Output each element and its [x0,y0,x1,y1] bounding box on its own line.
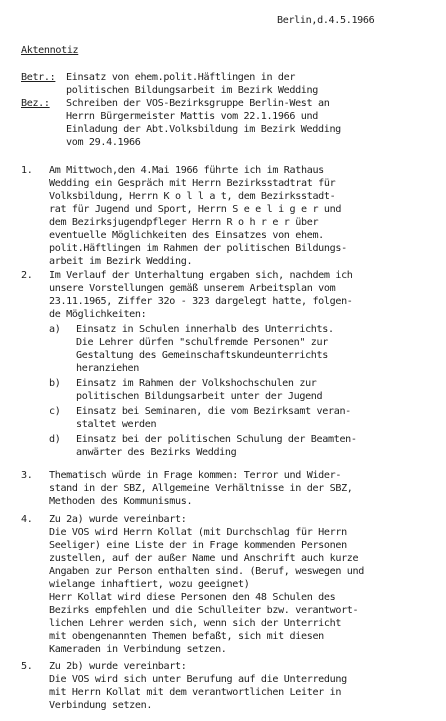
section-1-line: arbeit im Bezirk Wedding. [49,256,193,267]
section-number: 4. [21,514,33,525]
betr-line: politischen Bildungsarbeit im Bezirk Wedding [66,85,318,96]
section-1-line: Am Mittwoch,den 4.Mai 1966 führte ich im Rathaus [49,165,324,176]
section-4-line: Zu 2a) wurde vereinbart: [49,514,187,525]
section-4-line: lichen Lehrer werden sich, wenn sich der Unterricht [49,618,342,629]
section-5-line: mit Herrn Kollat mit dem verantwortlichen Leiter in [49,687,342,698]
section-4-line: Angaben zur Person enthalten sind. (Beruf, weswegen und [49,566,364,577]
section-1-line: rat für Jugend und Sport, Herrn S e e l i g e r und [49,204,342,215]
section-4-line: Seeliger) eine Liste der in Frage kommenden Personen [49,540,347,551]
section-number: 5. [21,661,33,672]
section-1-line: polit.Häftlingen im Rahmen der politischen Bildungs- [49,243,347,254]
item-a-line: Die Lehrer dürfen "schulfremde Personen" zur [76,337,328,348]
item-label: c) [49,406,61,417]
section-4-line: Die VOS wird Herrn Kollat (mit Durchschlag für Herrn [49,527,347,538]
bez-label: Bez.: [21,98,50,109]
item-c-line: staltet werden [76,419,157,430]
section-2-line: de Möglichkeiten: [49,309,147,320]
item-d-line: Einsatz bei der politischen Schulung der Beamten- [76,434,357,445]
section-4-line: Herr Kollat wird diese Personen den 48 Schulen des [49,592,336,603]
item-a-line: Gestaltung des Gemeinschaftskundeunterrichts [76,350,328,361]
section-3-line: Thematisch würde in Frage kommen: Terror und Wider- [49,470,342,481]
item-b-line: politischen Bildungsarbeit unter der Jugend [76,391,323,402]
section-4-line: wielange inhaftiert, wozu geeignet) [49,579,250,590]
bez-line: vom 29.4.1966 [66,137,141,148]
item-c-line: Einsatz bei Seminaren, die vom Bezirksamt veran- [76,406,351,417]
section-number: 3. [21,470,33,481]
item-b-line: Einsatz im Rahmen der Volkshochschulen zur [76,378,317,389]
item-label: d) [49,434,61,445]
section-1-line: Wedding ein Gespräch mit Herrn Bezirksstadtrat für [49,178,336,189]
section-3-line: stand in der SBZ, Allgemeine Verhältnisse in der SBZ, [49,483,353,494]
section-2-line: 23.11.1965, Ziffer 32o - 323 dargelegt hatte, folgen- [49,296,353,307]
bez-line: Einladung der Abt.Volksbildung im Bezirk Wedding [66,124,341,135]
bez-line: Schreiben der VOS-Bezirksgruppe Berlin-West an [66,98,330,109]
section-4-line: Kameraden in Verbindung setzen. [49,644,227,655]
section-1-line: dem Bezirksjugendpfleger Herrn R o h r e r über [49,217,319,228]
item-a-line: Einsatz in Schulen innerhalb des Unterrichts. [76,324,334,335]
section-4-line: mit obengenannten Themen befaßt, sich mit diesen [49,631,324,642]
section-1-line: Volksbildung, Herrn K o l l a t, dem Bezirksstadt- [49,191,336,202]
betr-label: Betr.: [21,72,56,83]
section-number: 2. [21,270,33,281]
section-2-line: unsere Vorstellungen gemäß unserem Arbeitsplan vom [49,283,336,294]
item-a-line: heranziehen [76,363,139,374]
section-4-line: zustellen, auf der außer Name und Anschrift auch kurze [49,553,359,564]
section-5-line: Zu 2b) wurde vereinbart: [49,661,187,672]
section-3-line: Methoden des Kommunismus. [49,496,193,507]
item-label: b) [49,378,61,389]
section-5-line: Die VOS wird sich unter Berufung auf die Unterredung [49,674,347,685]
section-5-line: Verbindung setzen. [49,700,153,711]
section-number: 1. [21,165,33,176]
document-title: Aktennotiz [21,45,79,56]
item-label: a) [49,324,61,335]
section-1-line: eventuelle Möglichkeiten des Einsatzes von ehem. [49,230,324,241]
place-date: Berlin,d.4.5.1966 [277,15,375,26]
section-2-line: Im Verlauf der Unterhaltung ergaben sich, nachdem ich [49,270,353,281]
item-d-line: anwärter des Bezirks Wedding [76,447,237,458]
section-4-line: Bezirks empfehlen und die Schulleiter bzw. verantwort- [49,605,359,616]
bez-line: Herrn Bürgermeister Mattis vom 22.1.1966 und [66,111,318,122]
betr-line: Einsatz von ehem.polit.Häftlingen in der [66,72,296,83]
